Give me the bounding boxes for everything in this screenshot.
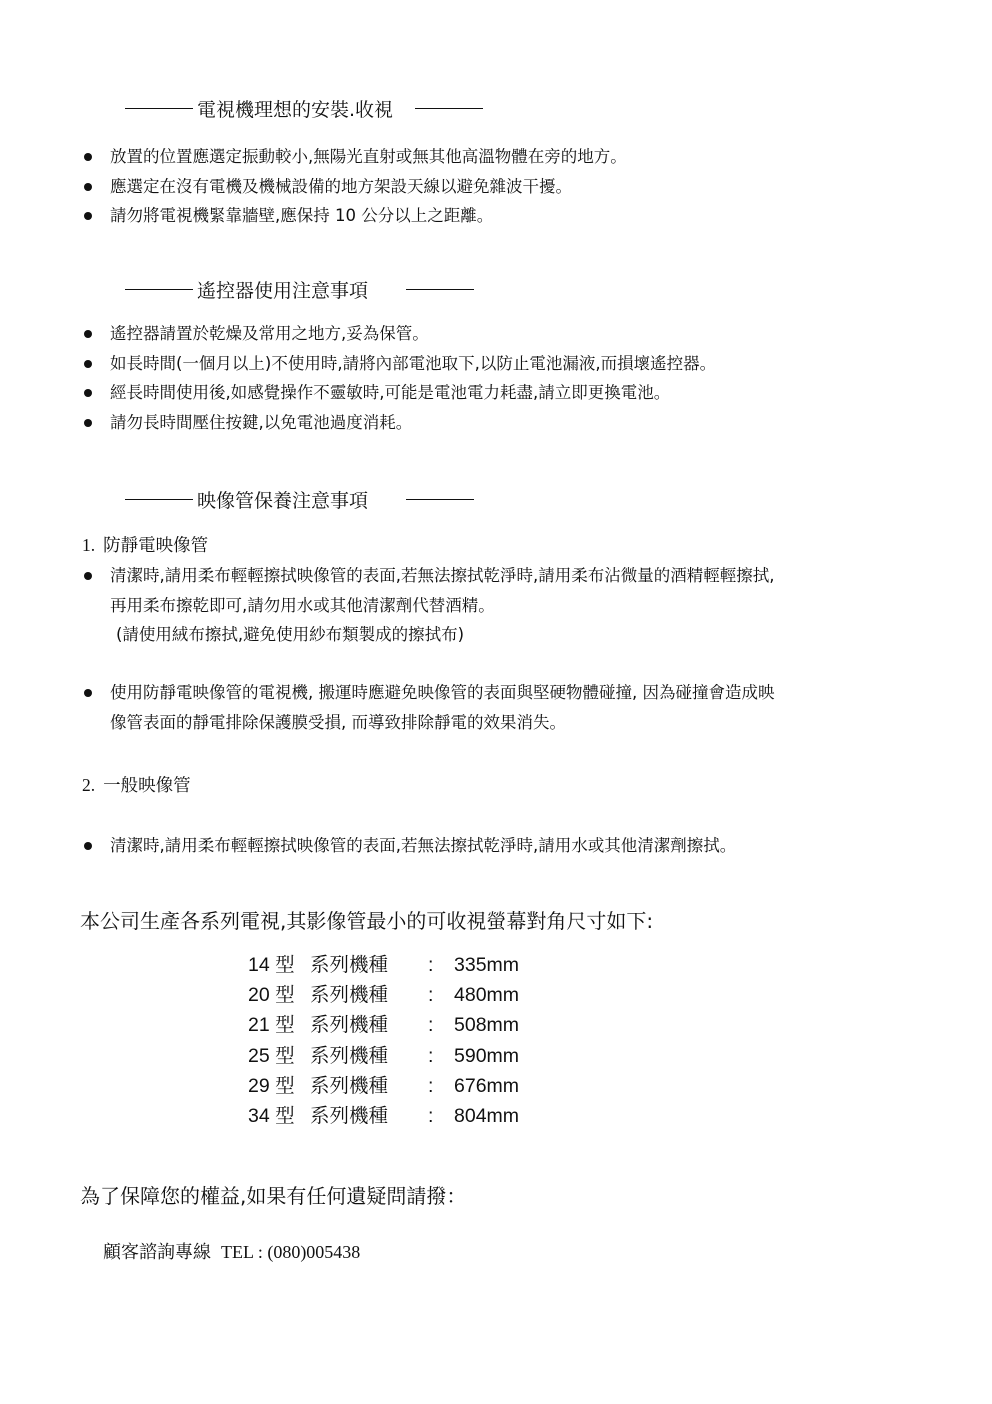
hotline-tel: TEL : (080)005438 [221, 1242, 361, 1262]
heading-title: 映像管保養注意事項 [197, 490, 369, 512]
list-item: 清潔時,請用柔布輕輕擦拭映像管的表面,若無法擦拭乾淨時,請用柔布沾微量的酒精輕輕擦拭, 再用柔布擦乾即可,請勿用水或其他清潔劑代替酒精。 (請使用絨布擦拭,避免使用紗布類製成的擦拭布) [82, 561, 932, 650]
bullet-icon [84, 153, 92, 161]
subsection-number: 1. [82, 535, 96, 555]
heading-rule-right [406, 289, 474, 290]
subsection-normal [82, 772, 191, 797]
list-item: 請勿長時間壓住按鍵,以免電池過度消耗。 [82, 408, 932, 438]
table-row: 20 型 系列機種 : 480mm [248, 984, 520, 1007]
bullet-icon [84, 419, 92, 427]
table-row: 25 型 系列機種 : 590mm [248, 1044, 520, 1067]
section-heading-remote [125, 276, 474, 303]
subsection-title: 防靜電映像管 [103, 536, 209, 556]
customer-hotline [103, 1238, 360, 1264]
list-item: 請勿將電視機緊靠牆壁,應保持 10 公分以上之距離。 [82, 201, 932, 231]
list-item: 放置的位置應選定振動較小,無陽光直射或無其他高溫物體在旁的地方。 [82, 142, 932, 172]
bullet-icon [84, 389, 92, 397]
table-row: 29 型 系列機種 : 676mm [248, 1074, 520, 1097]
screen-size-table [248, 950, 519, 1131]
contact-intro: 為了保障您的權益,如果有任何遺疑問請撥： [80, 1184, 467, 1208]
list-item: 使用防靜電映像管的電視機, 搬運時應避免映像管的表面與堅硬物體碰撞, 因為碰撞會造成映 像管表面的靜電排除保護膜受損, 而導致排除靜電的效果消失。 [82, 678, 932, 737]
section-heading-crt [125, 486, 474, 513]
remote-list [82, 319, 932, 437]
heading-rule-left [125, 108, 193, 109]
table-row: 14 型 系列機種 : 335mm [248, 954, 520, 976]
screen-size-intro: 本公司生產各系列電視,其影像管最小的可收視螢幕對角尺寸如下: [80, 909, 654, 933]
bullet-icon [84, 689, 92, 697]
list-item: 清潔時,請用柔布輕輕擦拭映像管的表面,若無法擦拭乾淨時,請用水或其他清潔劑擦拭。 [82, 831, 932, 861]
subsection-number: 2. [82, 775, 96, 795]
heading-rule-right [406, 499, 474, 500]
table-row: 21 型 系列機種 : 508mm [248, 1014, 520, 1037]
table-row: 34 型 系列機種 : 804mm [248, 1104, 520, 1127]
installation-list [82, 142, 932, 231]
normal-crt-list [82, 831, 932, 861]
heading-rule-left [125, 289, 193, 290]
section-heading-installation [125, 95, 483, 122]
bullet-icon [84, 212, 92, 220]
list-item: 應選定在沒有電機及機械設備的地方架設天線以避免雜波干擾。 [82, 172, 932, 202]
heading-rule-left [125, 499, 193, 500]
list-item: 如長時間(一個月以上)不使用時,請將內部電池取下,以防止電池漏液,而損壞遙控器。 [82, 349, 932, 379]
list-item: 經長時間使用後,如感覺操作不靈敏時,可能是電池電力耗盡,請立即更換電池。 [82, 378, 932, 408]
antistatic-list-2 [82, 678, 932, 737]
heading-rule-right [415, 108, 483, 109]
bullet-icon [84, 183, 92, 191]
list-item: 遙控器請置於乾燥及常用之地方,妥為保管。 [82, 319, 932, 349]
hotline-label: 顧客諮詢專線 [103, 1242, 211, 1263]
bullet-icon [84, 842, 92, 850]
antistatic-list-1 [82, 561, 932, 650]
heading-title: 遙控器使用注意事項 [197, 280, 369, 302]
heading-title: 電視機理想的安裝.收視 [197, 99, 394, 121]
bullet-icon [84, 360, 92, 368]
subsection-antistatic [82, 532, 208, 557]
bullet-icon [84, 330, 92, 338]
bullet-icon [84, 572, 92, 580]
subsection-title: 一般映像管 [103, 776, 191, 796]
